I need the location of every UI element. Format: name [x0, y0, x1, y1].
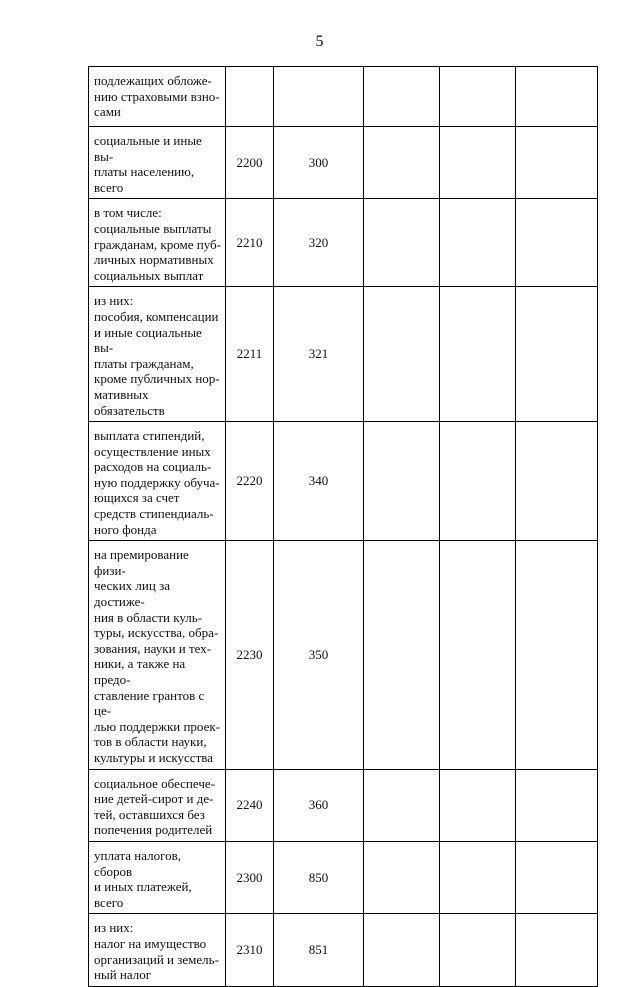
empty-value-cell — [364, 841, 440, 913]
table-row — [89, 422, 598, 541]
empty-value-cell — [440, 199, 516, 287]
row-kosgu-cell: 340 — [274, 422, 364, 541]
empty-value-cell — [440, 127, 516, 199]
empty-value-cell — [516, 541, 598, 769]
row-code-cell: 2220 — [226, 422, 274, 541]
row-code-cell: 2210 — [226, 199, 274, 287]
row-kosgu-cell: 350 — [274, 541, 364, 769]
empty-value-cell — [364, 914, 440, 986]
row-code-cell: 2211 — [226, 287, 274, 422]
empty-value-cell — [440, 541, 516, 769]
table-row — [89, 914, 598, 986]
row-kosgu-cell: 320 — [274, 199, 364, 287]
empty-value-cell — [440, 841, 516, 913]
row-code-cell: 2310 — [226, 914, 274, 986]
empty-value-cell — [516, 422, 598, 541]
table-row — [89, 127, 598, 199]
row-kosgu-cell: 321 — [274, 287, 364, 422]
empty-value-cell — [440, 287, 516, 422]
empty-value-cell — [516, 287, 598, 422]
empty-value-cell — [516, 841, 598, 913]
row-name-cell: выплата стипендий, осуществление иных расходов на социаль- ную поддержку обуча- ющихся за счет средств стипендиаль- ного фонда — [89, 422, 226, 541]
table-row — [89, 199, 598, 287]
empty-value-cell — [440, 769, 516, 841]
table-row — [89, 769, 598, 841]
empty-value-cell — [516, 127, 598, 199]
empty-value-cell — [364, 769, 440, 841]
row-code-cell — [226, 67, 274, 127]
empty-value-cell — [516, 914, 598, 986]
budget-table — [88, 66, 598, 987]
row-kosgu-cell: 300 — [274, 127, 364, 199]
empty-value-cell — [364, 199, 440, 287]
row-name-cell: подлежащих обложе- нию страховыми взно- сами — [89, 67, 226, 127]
row-name-cell: социальное обеспече- ние детей-сирот и де- тей, оставшихся без попечения родителей — [89, 769, 226, 841]
empty-value-cell — [364, 67, 440, 127]
row-name-cell: уплата налогов, сборов и иных платежей, всего — [89, 841, 226, 913]
table-row — [89, 541, 598, 769]
empty-value-cell — [516, 769, 598, 841]
empty-value-cell — [440, 422, 516, 541]
row-code-cell: 2230 — [226, 541, 274, 769]
row-name-cell: в том числе: социальные выплаты гражданам, кроме пуб- личных нормативных социальных выплат — [89, 199, 226, 287]
empty-value-cell — [364, 541, 440, 769]
empty-value-cell — [364, 287, 440, 422]
row-kosgu-cell: 851 — [274, 914, 364, 986]
empty-value-cell — [364, 422, 440, 541]
row-code-cell: 2200 — [226, 127, 274, 199]
empty-value-cell — [440, 67, 516, 127]
empty-value-cell — [516, 199, 598, 287]
row-name-cell: из них: пособия, компенсации и иные социальные вы- платы гражданам, кроме публичных нор- мативных обязательств — [89, 287, 226, 422]
row-name-cell: социальные и иные вы- платы населению, всего — [89, 127, 226, 199]
row-kosgu-cell — [274, 67, 364, 127]
row-kosgu-cell: 850 — [274, 841, 364, 913]
empty-value-cell — [440, 914, 516, 986]
row-name-cell: из них: налог на имущество организаций и земель- ный налог — [89, 914, 226, 986]
row-kosgu-cell: 360 — [274, 769, 364, 841]
row-code-cell: 2300 — [226, 841, 274, 913]
page-number: 5 — [315, 33, 324, 50]
empty-value-cell — [516, 67, 598, 127]
row-name-cell: на премирование физи- ческих лиц за достиже- ния в области куль- туры, искусства, обра- зования, науки и тех- ники, а также на предо- ставление грантов с це- лью поддержки проек- тов в области науки, культуры и искусства — [89, 541, 226, 769]
row-code-cell: 2240 — [226, 769, 274, 841]
table-row — [89, 841, 598, 913]
empty-value-cell — [364, 127, 440, 199]
table-row — [89, 287, 598, 422]
table-row — [89, 67, 598, 127]
